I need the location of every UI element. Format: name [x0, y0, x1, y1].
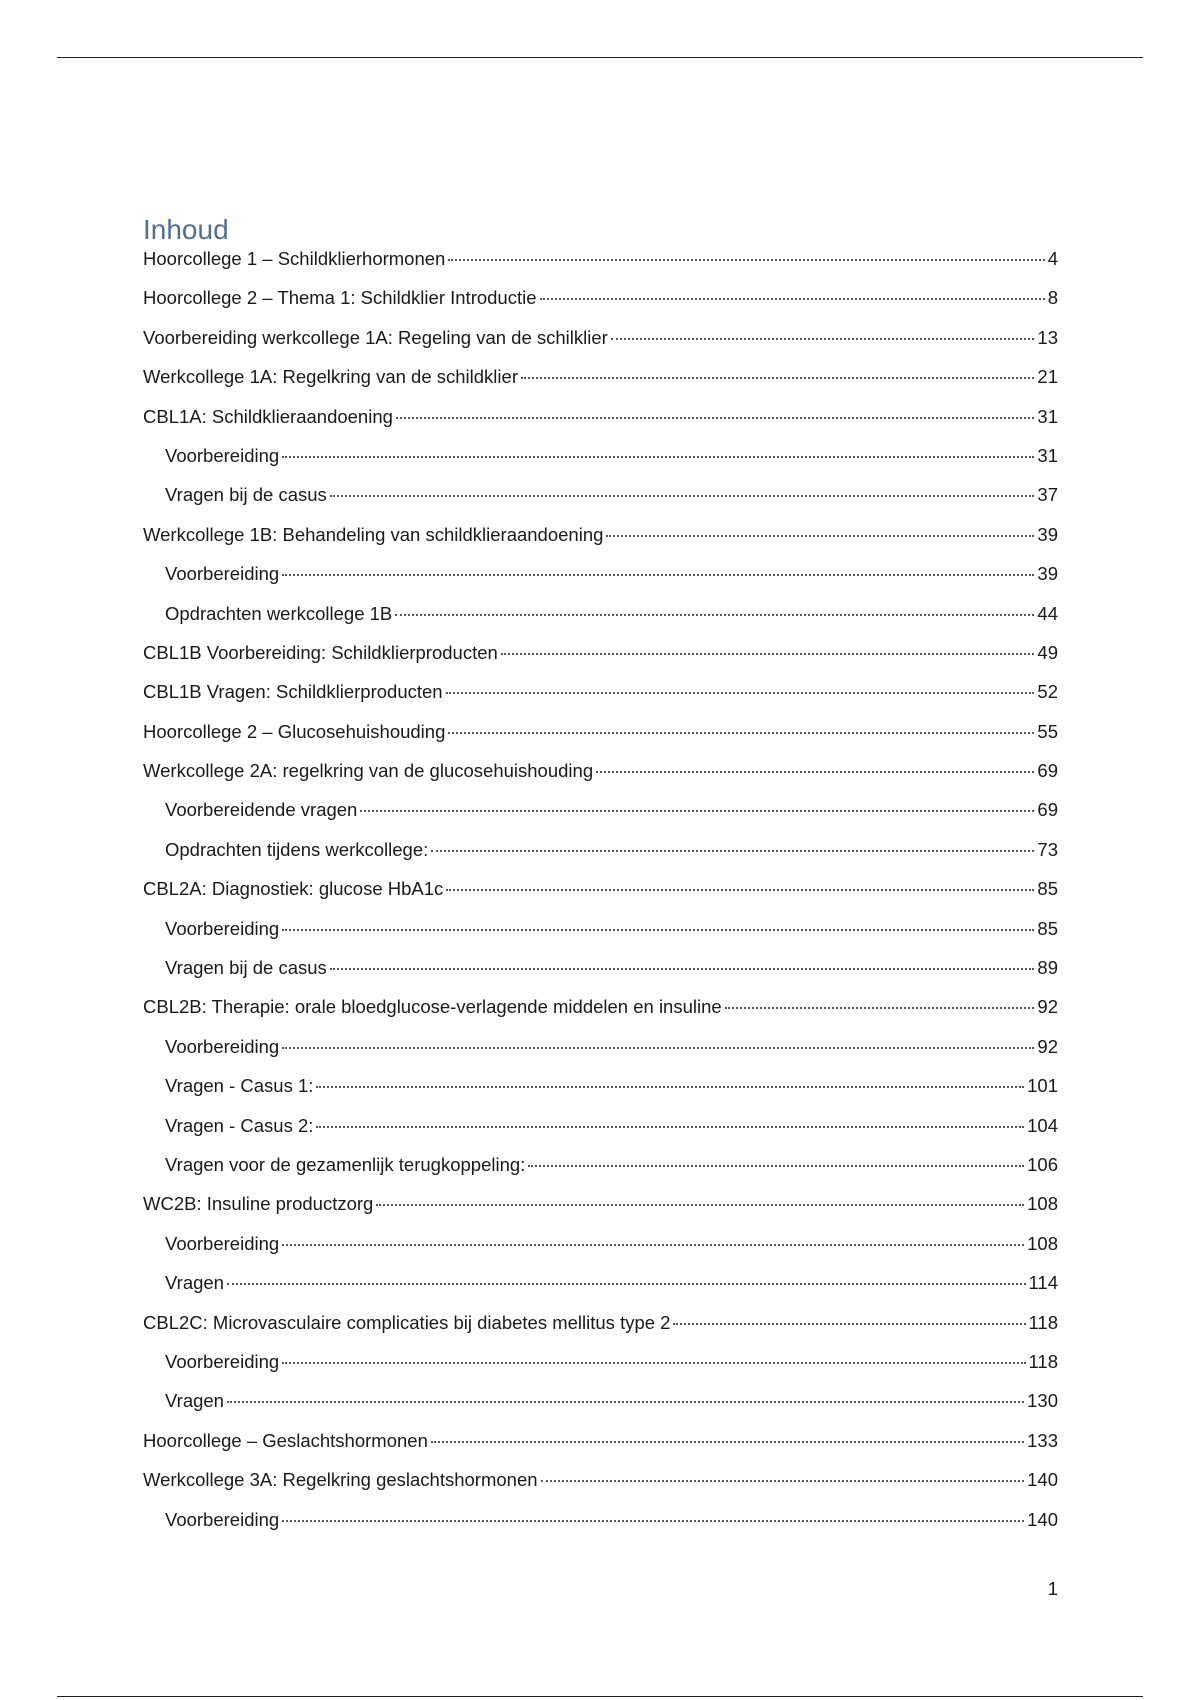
toc-entry-page: 140	[1027, 1469, 1058, 1491]
toc-dot-leader	[596, 767, 1034, 773]
toc-dot-leader	[606, 531, 1034, 537]
toc-entry[interactable]	[143, 918, 1058, 957]
toc-entry[interactable]	[143, 1233, 1058, 1272]
toc-entry-label: Voorbereiding	[165, 1232, 280, 1254]
toc-dot-leader	[360, 806, 1034, 812]
toc-entry-label: Vragen voor de gezamenlijk terugkoppeling:	[165, 1153, 526, 1175]
toc-dot-leader	[282, 925, 1034, 931]
toc-entry-label: Voorbereidende vragen	[165, 799, 358, 821]
toc-dot-leader	[446, 688, 1035, 694]
toc-entry[interactable]	[143, 760, 1058, 799]
toc-entry-page: 108	[1027, 1232, 1058, 1254]
toc-entry-page: 69	[1037, 760, 1058, 782]
toc-dot-leader	[446, 885, 1034, 891]
toc-entry-label: Voorbereiding	[165, 1350, 280, 1372]
toc-entry-page: 31	[1037, 444, 1058, 466]
toc-dot-leader	[725, 1003, 1035, 1009]
toc-title: Inhoud	[143, 214, 229, 245]
toc-dot-leader	[376, 1200, 1024, 1206]
toc-entry-label: CBL1A: Schildklieraandoening	[143, 405, 393, 427]
footer-rule	[57, 1696, 1143, 1697]
toc-dot-leader	[431, 1437, 1024, 1443]
toc-dot-leader	[330, 491, 1035, 497]
toc-entry[interactable]	[143, 524, 1058, 563]
toc-entry-label: Opdrachten tijdens werkcollege:	[165, 838, 429, 860]
toc-entry-label: WC2B: Insuline productzorg	[143, 1193, 374, 1215]
toc-entry-label: CBL1B Vragen: Schildklierproducten	[143, 681, 443, 703]
toc-entry[interactable]	[143, 603, 1058, 642]
toc-entry[interactable]	[143, 484, 1058, 523]
toc-entry-page: 85	[1037, 917, 1058, 939]
toc-entry-label: CBL2C: Microvasculaire complicaties bij diabetes mellitus type 2	[143, 1311, 671, 1333]
toc-entry-label: Voorbereiding	[165, 563, 280, 585]
toc-dot-leader	[540, 294, 1045, 300]
toc-entry[interactable]	[143, 721, 1058, 760]
toc-dot-leader	[282, 452, 1034, 458]
toc-entry[interactable]	[143, 1351, 1058, 1390]
toc-entry[interactable]	[143, 1390, 1058, 1429]
toc-entry-label: Voorbereiding	[165, 444, 280, 466]
table-of-contents	[143, 212, 1058, 1548]
toc-entry-page: 108	[1027, 1193, 1058, 1215]
toc-entry-page: 101	[1027, 1075, 1058, 1097]
toc-dot-leader	[316, 1082, 1024, 1088]
toc-entry-label: Hoorcollege – Geslachtshormonen	[143, 1429, 428, 1451]
toc-entry[interactable]	[143, 248, 1058, 287]
toc-entry[interactable]	[143, 681, 1058, 720]
toc-entry[interactable]	[143, 1036, 1058, 1075]
toc-dot-leader	[316, 1122, 1024, 1128]
toc-dot-leader	[611, 334, 1035, 340]
toc-dot-leader	[673, 1319, 1025, 1325]
toc-entry-label: Voorbereiding	[165, 917, 280, 939]
toc-entry-page: 140	[1027, 1508, 1058, 1530]
toc-entry-label: CBL2B: Therapie: orale bloedglucose-verlagende middelen en insuline	[143, 996, 722, 1018]
toc-entry-label: Hoorcollege 2 – Glucosehuishouding	[143, 720, 446, 742]
toc-entry-label: Vragen - Casus 1:	[165, 1075, 314, 1097]
toc-entry-page: 92	[1037, 996, 1058, 1018]
toc-entry-label: Hoorcollege 2 – Thema 1: Schildklier Introductie	[143, 287, 537, 309]
toc-entry[interactable]	[143, 996, 1058, 1035]
toc-entry-page: 89	[1037, 957, 1058, 979]
toc-dot-leader	[501, 649, 1035, 655]
toc-entry-page: 104	[1027, 1114, 1058, 1136]
toc-entry[interactable]	[143, 1509, 1058, 1548]
toc-entry[interactable]	[143, 1115, 1058, 1154]
toc-entry[interactable]	[143, 406, 1058, 445]
toc-dot-leader	[282, 1516, 1024, 1522]
toc-entry-label: Vragen	[165, 1390, 224, 1412]
toc-entry[interactable]	[143, 1075, 1058, 1114]
toc-dot-leader	[448, 255, 1044, 261]
toc-dot-leader	[282, 1240, 1024, 1246]
toc-entry-page: 133	[1027, 1429, 1058, 1451]
toc-entry-label: Vragen - Casus 2:	[165, 1114, 314, 1136]
toc-entry-page: 92	[1037, 1035, 1058, 1057]
toc-entry[interactable]	[143, 445, 1058, 484]
toc-entry-page: 52	[1037, 681, 1058, 703]
toc-entry-page: 73	[1037, 838, 1058, 860]
toc-entry-page: 8	[1047, 287, 1058, 309]
page-number: 1	[1047, 1578, 1058, 1599]
toc-list	[143, 248, 1058, 1548]
toc-entry-page: 13	[1037, 326, 1058, 348]
toc-entry-label: Voorbereiding werkcollege 1A: Regeling van de schilklier	[143, 326, 608, 348]
toc-entry[interactable]	[143, 1193, 1058, 1232]
toc-entry[interactable]	[143, 799, 1058, 838]
toc-dot-leader	[330, 964, 1035, 970]
toc-dot-leader	[395, 610, 1034, 616]
toc-entry[interactable]	[143, 563, 1058, 602]
toc-entry-label: Werkcollege 2A: regelkring van de glucosehuishouding	[143, 760, 594, 782]
toc-entry-label: Voorbereiding	[165, 1508, 280, 1530]
toc-dot-leader	[521, 373, 1034, 379]
toc-entry[interactable]	[143, 1312, 1058, 1351]
toc-entry-page: 44	[1037, 602, 1058, 624]
toc-entry-page: 37	[1037, 484, 1058, 506]
toc-entry[interactable]	[143, 878, 1058, 917]
toc-entry[interactable]	[143, 327, 1058, 366]
toc-entry-page: 21	[1037, 366, 1058, 388]
toc-entry-label: Vragen	[165, 1272, 224, 1294]
toc-dot-leader	[282, 1358, 1025, 1364]
toc-entry[interactable]	[143, 1430, 1058, 1469]
toc-entry-page: 55	[1037, 720, 1058, 742]
toc-entry[interactable]	[143, 957, 1058, 996]
toc-dot-leader	[227, 1397, 1024, 1403]
toc-entry[interactable]	[143, 1272, 1058, 1311]
header-rule	[57, 57, 1143, 58]
toc-entry[interactable]	[143, 1154, 1058, 1193]
toc-entry-label: Voorbereiding	[165, 1035, 280, 1057]
toc-entry-page: 49	[1037, 641, 1058, 663]
toc-entry-page: 39	[1037, 523, 1058, 545]
toc-entry-label: Werkcollege 1A: Regelkring van de schildklier	[143, 366, 518, 388]
toc-entry-label: Werkcollege 3A: Regelkring geslachtshormonen	[143, 1469, 538, 1491]
toc-entry-page: 85	[1037, 878, 1058, 900]
toc-entry-label: Hoorcollege 1 – Schildklierhormonen	[143, 248, 446, 269]
toc-dot-leader	[282, 570, 1034, 576]
toc-entry[interactable]	[143, 839, 1058, 878]
toc-entry-label: CBL1B Voorbereiding: Schildklierproducten	[143, 641, 498, 663]
toc-entry-page: 31	[1037, 405, 1058, 427]
toc-entry-page: 118	[1028, 1311, 1058, 1333]
toc-entry-page: 130	[1027, 1390, 1058, 1412]
toc-dot-leader	[541, 1476, 1025, 1482]
toc-dot-leader	[282, 1043, 1034, 1049]
toc-entry-label: Werkcollege 1B: Behandeling van schildklieraandoening	[143, 523, 604, 545]
toc-entry-label: Opdrachten werkcollege 1B	[165, 602, 393, 624]
toc-entry[interactable]	[143, 642, 1058, 681]
toc-entry-label: Vragen bij de casus	[165, 484, 327, 506]
toc-dot-leader	[528, 1161, 1024, 1167]
toc-entry[interactable]	[143, 1469, 1058, 1508]
toc-entry-page: 106	[1027, 1153, 1058, 1175]
toc-entry-page: 114	[1028, 1272, 1058, 1294]
toc-entry[interactable]	[143, 366, 1058, 405]
toc-entry-label: Vragen bij de casus	[165, 957, 327, 979]
toc-dot-leader	[396, 413, 1035, 419]
toc-entry-page: 39	[1037, 563, 1058, 585]
toc-dot-leader	[448, 728, 1034, 734]
toc-dot-leader	[431, 846, 1034, 852]
toc-entry[interactable]	[143, 287, 1058, 326]
toc-entry-page: 69	[1037, 799, 1058, 821]
toc-entry-page: 118	[1028, 1350, 1058, 1372]
toc-entry-page: 4	[1047, 248, 1058, 269]
toc-entry-label: CBL2A: Diagnostiek: glucose HbA1c	[143, 878, 444, 900]
toc-dot-leader	[227, 1279, 1026, 1285]
